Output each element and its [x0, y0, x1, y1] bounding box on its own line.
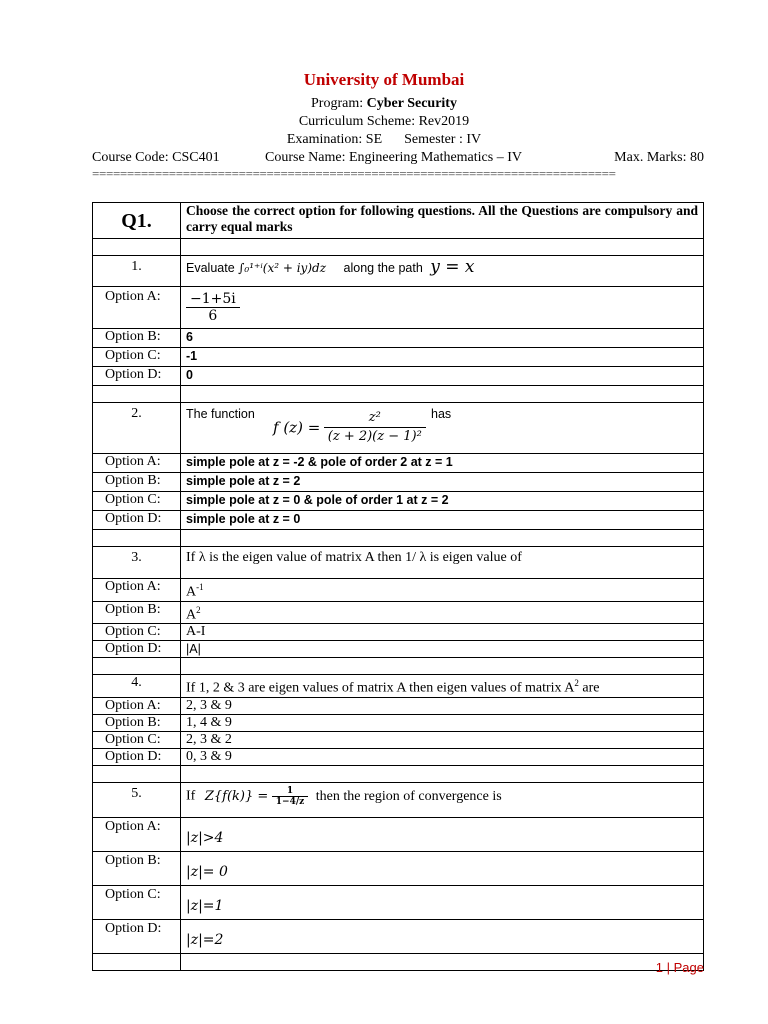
option-value: |z|=1: [181, 885, 704, 919]
question-text: [181, 256, 704, 287]
question-text: If λ is the eigen value of matrix A then 1/ λ is eigen value of: [181, 547, 704, 579]
option-value: simple pole at z = 0 & pole of order 1 at z = 2: [181, 492, 704, 511]
option-row: [93, 817, 704, 851]
page-label: Page: [673, 960, 704, 975]
q1-label: Q1.: [93, 203, 181, 239]
question-text-end: then the region of convergence is: [315, 788, 502, 804]
option-value: [181, 287, 704, 329]
fraction-denominator: (z + 2)(z − 1)²: [327, 429, 422, 444]
program-line: [0, 95, 768, 113]
university-title: University of Mumbai: [303, 70, 465, 89]
option-label: Option D:: [93, 748, 181, 765]
page-footer: [656, 960, 704, 975]
option-label: Option D:: [93, 367, 181, 386]
option-text: A: [186, 607, 197, 623]
examination-line: [0, 131, 768, 149]
option-row: [93, 492, 704, 511]
page-number: 1: [655, 960, 663, 975]
option-row: [93, 731, 704, 748]
option-row: [93, 601, 704, 624]
option-label: Option C:: [93, 348, 181, 367]
question-row: [93, 675, 704, 698]
option-label: Option D:: [93, 919, 181, 953]
option-label: Option C:: [93, 624, 181, 641]
path-expression: y = x: [430, 257, 475, 277]
option-row: [93, 919, 704, 953]
question-text-start: The function: [186, 407, 255, 421]
question-number: 4.: [93, 675, 181, 698]
question-row: [93, 403, 704, 454]
function-expression: [273, 409, 426, 446]
question-number: 3.: [93, 547, 181, 579]
option-value: |A|: [181, 641, 704, 658]
option-row: [93, 624, 704, 641]
option-row: [93, 851, 704, 885]
option-fraction: [186, 291, 240, 324]
option-row: [93, 287, 704, 329]
program-label: Program:: [311, 96, 364, 111]
question-text-middle: along the path: [343, 261, 423, 275]
option-label: Option B:: [93, 601, 181, 624]
option-value: simple pole at z = -2 & pole of order 2 at z = 1: [181, 454, 704, 473]
program-value: Cyber Security: [366, 96, 457, 111]
fraction-denominator: 1−4/z: [275, 796, 305, 807]
option-row: [93, 579, 704, 602]
option-value: |z|= 0: [181, 851, 704, 885]
option-label: Option A:: [93, 817, 181, 851]
course-name: Course Name: Engineering Mathematics – IV: [265, 150, 522, 165]
z-transform-lhs: Z{f(k)} =: [204, 788, 269, 804]
examination: Examination: SE: [286, 132, 383, 147]
spacer-row: [93, 658, 704, 675]
option-row: [93, 367, 704, 386]
option-label: Option C:: [93, 731, 181, 748]
question-superscript: 2: [574, 678, 579, 689]
curriculum-scheme: Curriculum Scheme: Rev2019: [298, 114, 470, 129]
course-code: Course Code: CSC401: [92, 150, 220, 165]
spacer-row: [93, 386, 704, 403]
question-text-end: are: [578, 680, 600, 696]
integral-expression: ∫₀¹⁺ⁱ(x² + iy)dz: [238, 261, 327, 275]
option-row: [93, 748, 704, 765]
option-value: simple pole at z = 2: [181, 473, 704, 492]
page-separator: |: [666, 960, 670, 975]
question-text: [181, 403, 704, 454]
q1-instruction: Choose the correct option for following questions. All the Questions are compulsory and carry equal marks: [181, 203, 704, 239]
z-transform-fraction: [272, 786, 308, 807]
option-row: [93, 348, 704, 367]
question-row: [93, 256, 704, 287]
option-label: Option A:: [93, 287, 181, 329]
question-number: 2.: [93, 403, 181, 454]
question-text-start: If 1, 2 & 3 are eigen values of matrix A then eigen values of matrix A: [186, 680, 575, 696]
fraction-numerator: z²: [324, 409, 426, 428]
separator-line: ===========================================================================: [92, 166, 616, 181]
option-row: [93, 697, 704, 714]
option-value: 2, 3 & 2: [181, 731, 704, 748]
option-label: Option B:: [93, 329, 181, 348]
option-label: Option A:: [93, 697, 181, 714]
option-label: Option C:: [93, 492, 181, 511]
option-label: Option D:: [93, 511, 181, 530]
option-text: A: [186, 584, 197, 600]
spacer-row: [93, 953, 704, 970]
question-number: 1.: [93, 256, 181, 287]
option-superscript: 2: [196, 604, 201, 615]
option-row: [93, 473, 704, 492]
option-value: simple pole at z = 0: [181, 511, 704, 530]
question-text: [181, 782, 704, 817]
spacer-row: [93, 765, 704, 782]
fraction-denominator: 6: [208, 308, 218, 324]
option-value: |z|=2: [181, 919, 704, 953]
question-text-start: If: [186, 788, 196, 804]
option-superscript: -1: [196, 582, 204, 592]
q1-header-row: [93, 203, 704, 239]
option-label: Option B:: [93, 473, 181, 492]
option-row: [93, 641, 704, 658]
option-label: Option D:: [93, 641, 181, 658]
option-value: 6: [181, 329, 704, 348]
question-row: [93, 547, 704, 579]
option-value: 1, 4 & 9: [181, 714, 704, 731]
option-row: [93, 714, 704, 731]
question-number: 5.: [93, 782, 181, 817]
fraction-numerator: 1: [272, 786, 308, 797]
option-value: -1: [181, 348, 704, 367]
option-row: [93, 885, 704, 919]
spacer-row: [93, 530, 704, 547]
option-value: [181, 601, 704, 624]
option-row: [93, 454, 704, 473]
max-marks: Max. Marks: 80: [614, 150, 704, 165]
option-value: 0, 3 & 9: [181, 748, 704, 765]
option-label: Option C:: [93, 885, 181, 919]
function-fraction: [324, 409, 426, 446]
question-table: [92, 202, 704, 971]
option-label: Option A:: [93, 579, 181, 602]
option-label: Option B:: [93, 851, 181, 885]
option-label: Option A:: [93, 454, 181, 473]
question-row: [93, 782, 704, 817]
option-value: [181, 579, 704, 602]
option-value: 2, 3 & 9: [181, 697, 704, 714]
option-label: Option B:: [93, 714, 181, 731]
option-value: |z|>4: [181, 817, 704, 851]
fraction-numerator: −1+5i: [186, 291, 240, 308]
option-row: [93, 511, 704, 530]
function-lhs: f (z) =: [273, 418, 321, 437]
spacer-row: [93, 239, 704, 256]
semester: Semester : IV: [404, 132, 482, 147]
question-text: [181, 675, 704, 698]
question-text-end: has: [431, 407, 452, 421]
question-text-start: Evaluate: [186, 261, 235, 275]
option-value: 0: [181, 367, 704, 386]
option-value: A-I: [181, 624, 704, 641]
option-row: [93, 329, 704, 348]
